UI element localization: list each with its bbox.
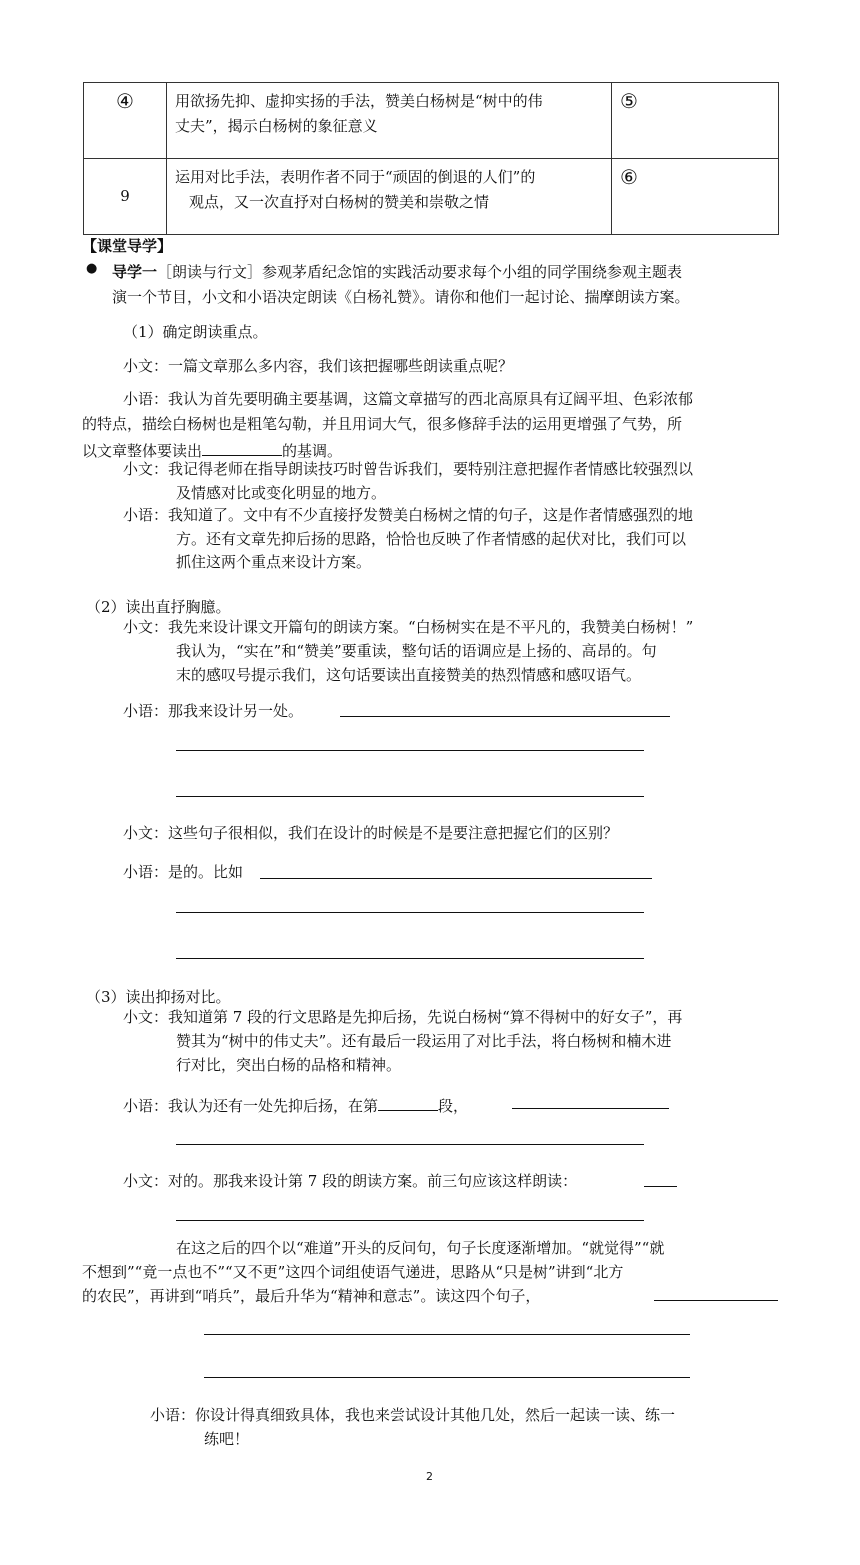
answer-line[interactable] — [176, 912, 644, 913]
table-cell-answer — [612, 159, 779, 235]
dialog-line: 小文：一篇文章那么多内容，我们该把握哪些朗读重点呢？ — [123, 357, 514, 375]
paragraph-line: 的农民”，再讲到“哨兵”，最后升华为“精神和意志”。读这四个句子， — [82, 1287, 541, 1305]
cell-text-line: 观点，又一次直抒对白杨树的赞美和崇敬之情 — [189, 193, 490, 211]
part1-heading: （1）确定朗读重点。 — [123, 323, 268, 341]
dialog-line: 小文：我知道第 7 段的行文思路是先抑后扬，先说白杨树“算不得树中的好女子”，再 — [123, 1008, 683, 1026]
answer-line[interactable] — [260, 878, 652, 879]
dialog-line: 我认为，“实在”和“赞美”要重读，整句话的语调应是上扬的、高昂的。句 — [176, 642, 657, 660]
answer-line[interactable] — [340, 716, 670, 717]
answer-line[interactable] — [176, 1220, 644, 1221]
dialog-line: 小文：我先来设计课文开篇句的朗读方案。“白杨树实在是不平凡的，我赞美白杨树！” — [123, 618, 694, 636]
dialog-line: 小语：是的。比如 — [123, 863, 244, 881]
answer-line[interactable] — [644, 1186, 677, 1187]
dialog-line: 练吧！ — [204, 1430, 250, 1448]
answer-line[interactable] — [176, 1144, 644, 1145]
dialog-line: 小文：这些句子很相似，我们在设计的时候是不是要注意把握它们的区别？ — [123, 824, 619, 842]
dialog-line: 的特点，描绘白杨树也是粗笔勾勒，并且用词大气，很多修辞手法的运用更增强了气势，所 — [82, 415, 683, 433]
part2-heading: （2）读出直抒胸臆。 — [86, 598, 231, 616]
dialog-line: 小语：你设计得真细致具体，我也来尝试设计其他几处，然后一起读一读、练一 — [150, 1406, 676, 1424]
answer-line[interactable] — [176, 750, 644, 751]
part3-heading: （3）读出抑扬对比。 — [86, 988, 231, 1006]
cell-text-line: 丈夫”，揭示白杨树的象征意义 — [175, 117, 378, 135]
dialog-line: 抓住这两个重点来设计方案。 — [176, 553, 372, 571]
dialog-line: 小语：我认为首先要明确主要基调，这篇文章描写的西北高原具有辽阔平坦、色彩浓郁 — [123, 390, 694, 408]
dialog-text: 以文章整体要读出 — [82, 442, 203, 460]
cell-text-line: 运用对比手法，表明作者不同于“顽固的倒退的人们”的 — [175, 168, 536, 186]
table-cell-num — [84, 159, 167, 235]
dialog-line: 小语：那我来设计另一处。 — [123, 702, 304, 720]
dialog-line: 小文：对的。那我来设计第 7 段的朗读方案。前三句应该这样朗读： — [123, 1172, 578, 1190]
dialog-line: 小语：我知道了。文中有不少直接抒发赞美白杨树之情的句子，这是作者情感强烈的地 — [123, 506, 694, 524]
table-row — [84, 159, 779, 235]
paragraph-line: 在这之后的四个以“难道”开头的反问句，句子长度逐渐增加。“就觉得”“就 — [176, 1239, 665, 1257]
row-number: 9 — [120, 187, 130, 205]
guide-text: ［朗读与行文］参观茅盾纪念馆的实践活动要求每个小组的同学围绕参观主题表 — [157, 263, 683, 281]
dialog-line: 及情感对比或变化明显的地方。 — [176, 484, 387, 502]
dialog-text: 的基调。 — [282, 442, 343, 460]
page-number: 2 — [426, 1470, 433, 1483]
dialog-line: 末的感叹号提示我们，这句话要读出直接赞美的热烈情感和感叹语气。 — [176, 666, 642, 684]
answer-line[interactable] — [204, 1377, 690, 1378]
table-cell-text — [167, 83, 612, 159]
table-cell-num — [84, 83, 167, 159]
dialog-text: 小语：我认为还有一处先抑后扬，在第 — [123, 1097, 379, 1115]
dialog-text: 段， — [438, 1097, 469, 1115]
answer-blank: ⑥ — [620, 165, 638, 189]
section-title: 【课堂导学】 — [82, 237, 173, 255]
dialog-line: 行对比，突出白杨的品格和精神。 — [176, 1056, 402, 1074]
cell-text-line: 用欲扬先抑、虚抑实扬的手法，赞美白杨树是“树中的伟 — [175, 92, 543, 110]
bullet-icon: ● — [86, 261, 98, 276]
dialog-line: 小文：我记得老师在指导朗读技巧时曾告诉我们，要特别注意把握作者情感比较强烈以 — [123, 460, 694, 478]
dialog-line — [123, 1092, 468, 1116]
dialog-line: 方。还有文章先抑后扬的思路，恰恰也反映了作者情感的起伏对比，我们可以 — [176, 530, 687, 548]
answer-blank: ⑤ — [620, 89, 638, 113]
answer-line[interactable] — [176, 796, 644, 797]
fill-blank[interactable] — [378, 1092, 438, 1111]
answer-line[interactable] — [204, 1334, 690, 1335]
dialog-line: 赞其为“树中的伟丈夫”。还有最后一段运用了对比手法，将白杨树和楠木进 — [176, 1032, 672, 1050]
table-cell-answer — [612, 83, 779, 159]
paragraph-line: 不想到”“竟一点也不”“又不更”这四个词组使语气递进，思路从“只是树”讲到“北方 — [82, 1263, 624, 1281]
guide-text: 演一个节目，小文和小语决定朗读《白杨礼赞》。请你和他们一起讨论、揣摩朗读方案。 — [112, 288, 690, 306]
row-number: ④ — [116, 89, 134, 113]
guide-intro — [112, 261, 682, 282]
table-row — [84, 83, 779, 159]
answer-line[interactable] — [654, 1300, 778, 1301]
answer-line[interactable] — [512, 1108, 669, 1109]
fill-blank[interactable] — [202, 437, 282, 456]
guide-label: 导学一 — [112, 263, 158, 281]
analysis-table — [83, 82, 779, 235]
table-cell-text — [167, 159, 612, 235]
answer-line[interactable] — [176, 958, 644, 959]
